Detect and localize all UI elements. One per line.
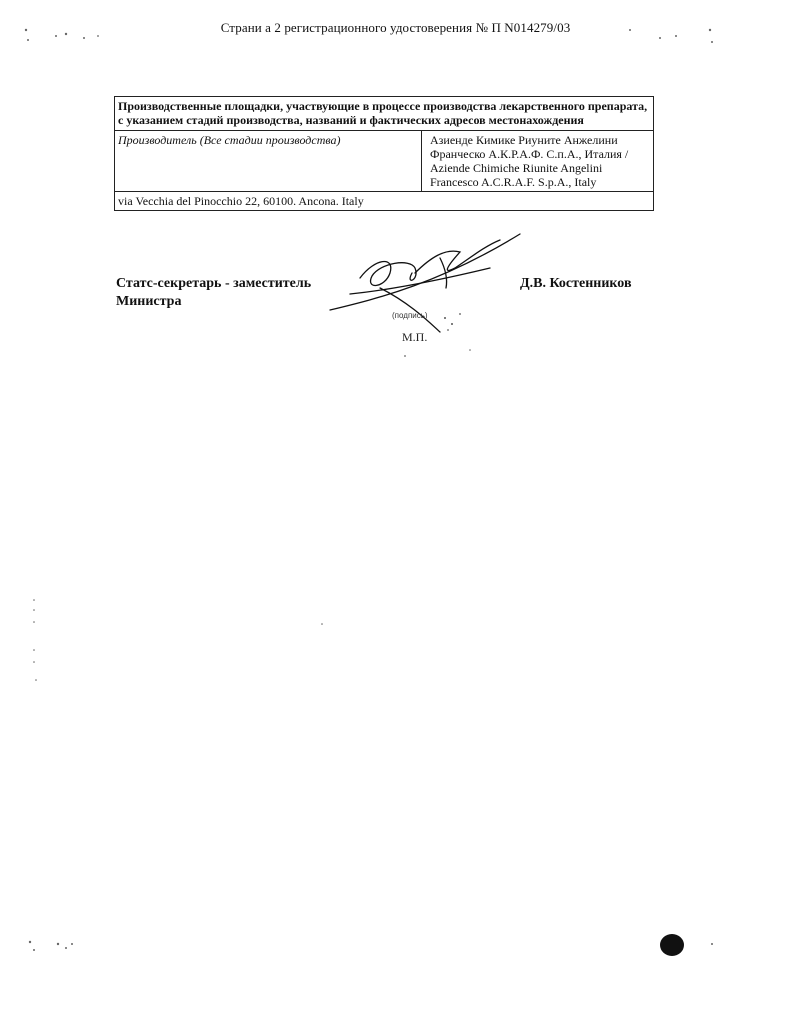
signature-caption: (подпись) xyxy=(392,311,428,320)
signatory-name: Д.В. Костенников xyxy=(520,276,632,291)
signatory-title-line: Статс-секретарь - заместитель xyxy=(116,276,312,291)
signatory-title-line: Министра xyxy=(116,294,182,309)
table-row xyxy=(115,192,654,211)
table-row xyxy=(115,97,654,131)
manufacturer-name xyxy=(422,131,654,192)
manufacturer-line: Азиенде Кимике Риуните Анжелини xyxy=(430,133,618,147)
stamp-label: М.П. xyxy=(402,330,428,344)
production-sites-table xyxy=(114,96,654,211)
hole-punch-mark xyxy=(660,934,684,956)
signatory-title xyxy=(116,275,311,311)
manufacturer-line: Франческо А.К.Р.А.Ф. С.п.А., Италия / xyxy=(430,147,629,161)
manufacturer-line: Francesco A.C.R.A.F. S.p.A., Italy xyxy=(430,175,597,189)
manufacturer-label: Производитель (Все стадии производства) xyxy=(115,131,422,192)
table-heading: Производственные площадки, участвующие в процессе производства лекарственного препарата, с указанием стадий производства, названий и фактических адресов местонахождения xyxy=(115,97,654,131)
manufacturer-line: Aziende Chimiche Riunite Angelini xyxy=(430,161,603,175)
handwritten-signature xyxy=(320,228,530,338)
address-cell: via Vecchia del Pinocchio 22, 60100. Ancona. Italy xyxy=(115,192,654,211)
table-row xyxy=(115,131,654,192)
page-header: Страни а 2 регистрационного удостоверения № П N014279/03 xyxy=(220,20,571,35)
